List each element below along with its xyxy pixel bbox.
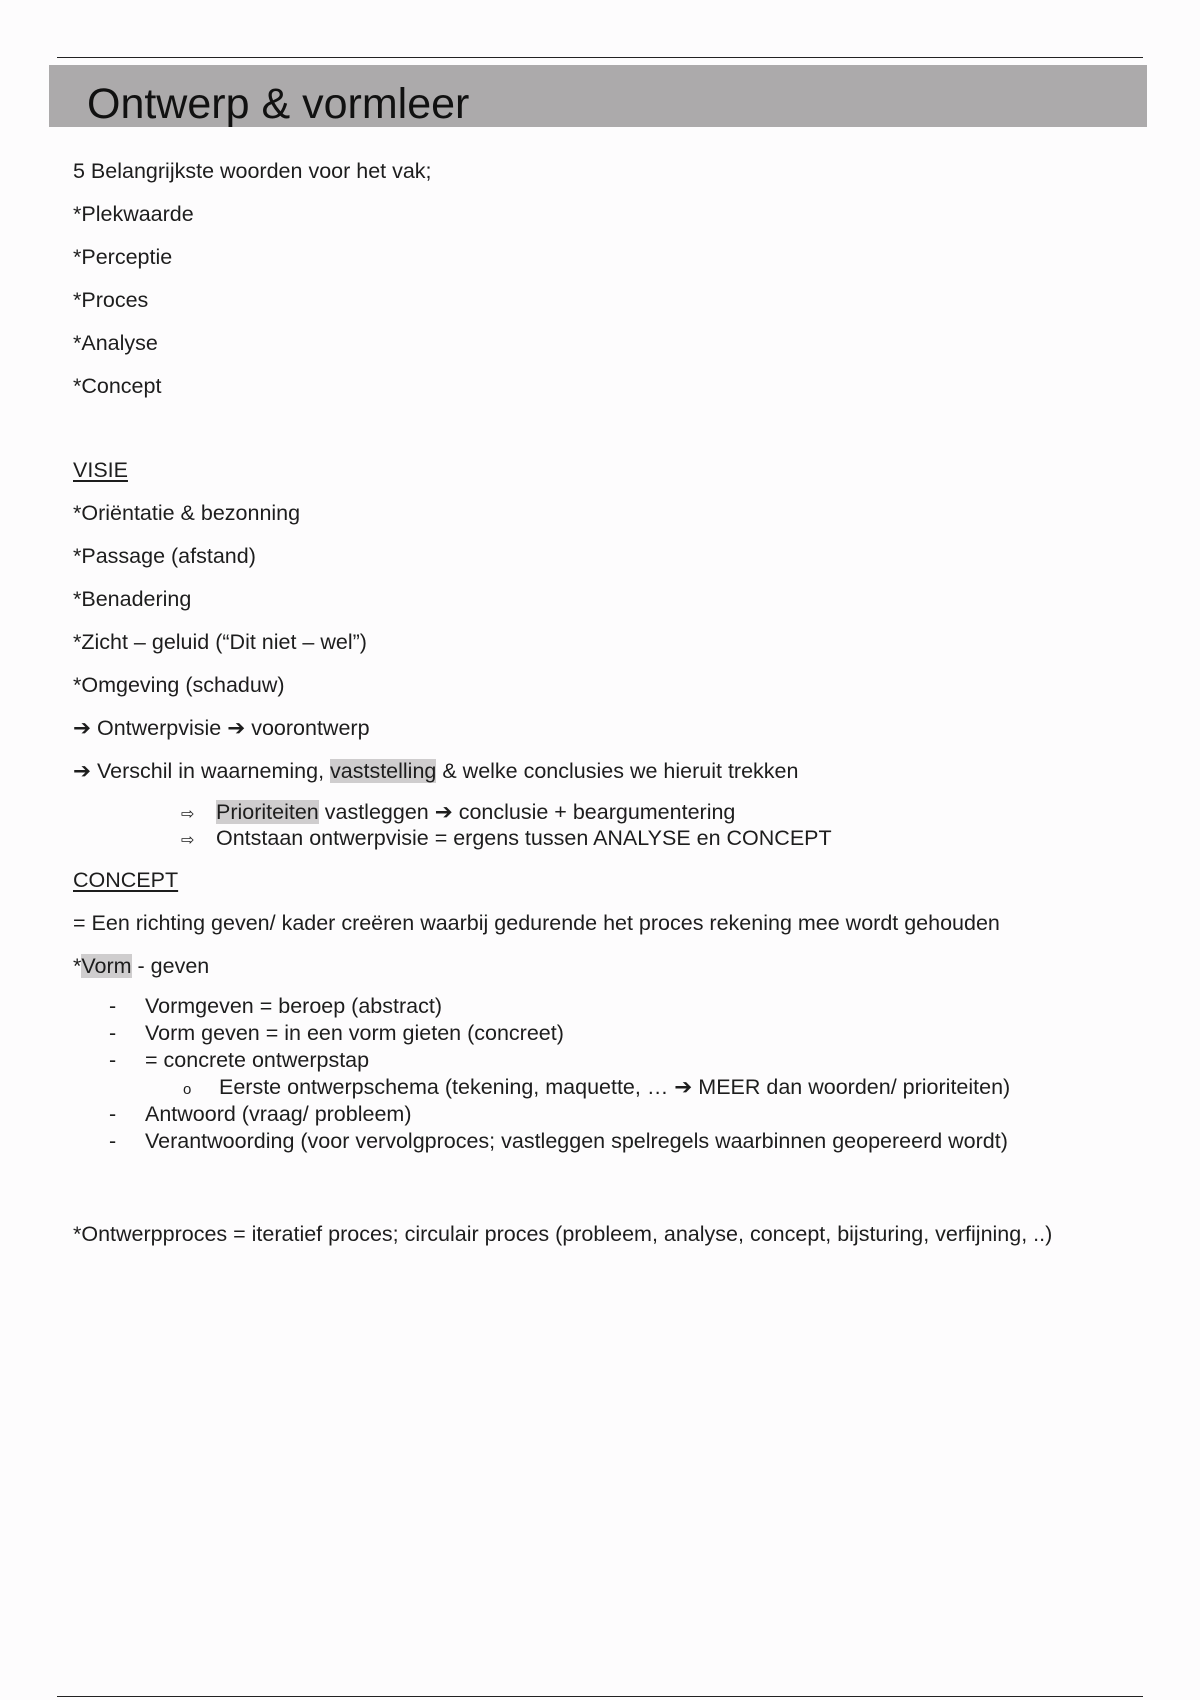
visie-item: *Passage (afstand)	[73, 544, 256, 568]
ontstaan-text: Ontstaan ontwerpvisie = ergens tussen ANALYSE en CONCEPT	[216, 826, 832, 850]
ontstaan-item	[73, 825, 1153, 851]
vorm-text: - geven	[131, 954, 210, 978]
title-bar	[49, 65, 1147, 127]
header-rule	[57, 57, 1143, 58]
dash-bullet: -	[109, 1129, 117, 1153]
prioriteiten-item	[73, 799, 1153, 825]
visie-item: *Omgeving (schaduw)	[73, 673, 285, 697]
keyword-item: *Plekwaarde	[73, 202, 194, 226]
vaststelling-highlight: vaststelling	[330, 759, 437, 783]
dash-bullet: -	[109, 1048, 117, 1072]
nested-list-item-text: Eerste ontwerpschema (tekening, maquette, … ➔ MEER dan woorden/ prioriteiten)	[219, 1075, 1011, 1099]
page-title: Ontwerp & vormleer	[87, 80, 470, 128]
waarneming-text-a: ➔ Verschil in waarneming,	[73, 759, 331, 783]
visie-item: *Zicht – geluid (“Dit niet – wel”)	[73, 630, 367, 654]
intro-text: 5 Belangrijkste woorden voor het vak;	[73, 159, 432, 183]
waarneming-line	[73, 750, 1153, 793]
document-body	[73, 150, 1153, 1256]
footer-rule	[57, 1696, 1143, 1697]
list-item	[73, 1047, 1153, 1074]
circle-bullet-icon: o	[183, 1081, 192, 1098]
concept-heading: CONCEPT	[73, 868, 179, 892]
list-item	[73, 993, 1153, 1020]
list-item-text: Verantwoording (voor vervolgproces; vastleggen spelregels waarbinnen geopereerd wordt)	[145, 1129, 1008, 1153]
keyword-item: *Proces	[73, 288, 149, 312]
list-item	[73, 1020, 1153, 1047]
list-item-text: = concrete ontwerpstap	[145, 1048, 370, 1072]
vorm-highlight: Vorm	[81, 954, 132, 978]
list-item	[73, 1128, 1153, 1155]
visie-item: *Oriëntatie & bezonning	[73, 501, 301, 525]
dash-bullet: -	[109, 1021, 117, 1045]
list-item-text: Vorm geven = in een vorm gieten (concreet)	[145, 1021, 564, 1045]
arrow-bullet-icon: ⇨	[181, 832, 195, 849]
prioriteiten-text: vastleggen ➔ conclusie + beargumentering	[318, 800, 736, 824]
arrow-bullet-icon: ⇨	[181, 806, 195, 823]
dash-bullet: -	[109, 994, 117, 1018]
visie-heading: VISIE	[73, 458, 128, 482]
waarneming-text-b: & welke conclusies we hieruit trekken	[436, 759, 799, 783]
list-item	[73, 1101, 1153, 1128]
keyword-item: *Concept	[73, 374, 162, 398]
ontwerpproces-line: *Ontwerpproces = iteratief proces; circulair proces (probleem, analyse, concept, bijsturing, verfijning, ..)	[73, 1222, 1053, 1246]
list-item-text: Vormgeven = beroep (abstract)	[145, 994, 442, 1018]
keyword-item: *Analyse	[73, 331, 158, 355]
nested-list-item	[73, 1074, 1153, 1101]
vorm-star: *	[73, 954, 82, 978]
list-item-text: Antwoord (vraag/ probleem)	[145, 1102, 412, 1126]
concept-definition: = Een richting geven/ kader creëren waarbij gedurende het proces rekening mee wordt gehouden	[73, 911, 1000, 935]
dash-bullet: -	[109, 1102, 117, 1126]
vorm-geven-line	[73, 945, 1153, 988]
prioriteiten-highlight: Prioriteiten	[216, 800, 319, 824]
ontwerpvisie-line: ➔ Ontwerpvisie ➔ voorontwerp	[73, 716, 370, 740]
keyword-item: *Perceptie	[73, 245, 173, 269]
visie-item: *Benadering	[73, 587, 192, 611]
